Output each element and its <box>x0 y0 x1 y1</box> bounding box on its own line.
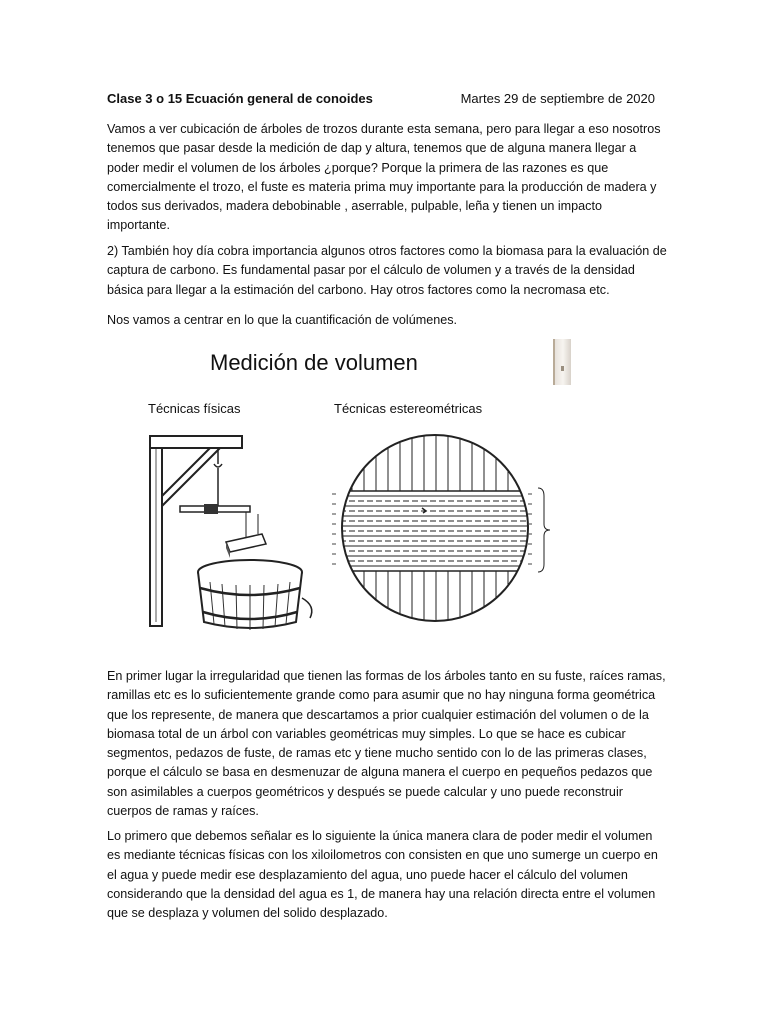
stereometric-techniques-label: Técnicas estereométricas <box>334 401 483 416</box>
physical-techniques-label: Técnicas físicas <box>148 401 241 416</box>
stereometric-circle-diagram <box>120 336 620 646</box>
paragraph-intro: Vamos a ver cubicación de árboles de trozos durante esta semana, pero para llegar a eso nosotros tenemos que pasar desde la medición de dap y altura, tenemos que de alguna manera llegar a poder medir el volumen de los árboles ¿porque? Porque la primera de las razones es que comercialmente el trozo, el fuste es materia prima muy importante para la producción de madera y todos sus derivados, madera debobinable , aserrable, pulpable, leña y tienen un impacto importante. <box>107 122 661 233</box>
paragraph-irregularity: En primer lugar la irregularidad que tienen las formas de los árboles tanto en su fuste, raíces ramas, ramillas etc es lo suficientemente grande como para asumir que no hay ninguna forma geométrica que los represente, de manera que descartamos a prior cualquier estimación del volumen o de la biomasa total de un árbol con variables geométricas muy simples. Lo que se hace es cubicar segmentos, pedazos de fuste, de ramas etc y tiene mucho sentido con lo de las primeras clases, porque el cálculo se basa en desmenuzar de alguna manera el cuerpo en pequeños pedazos que son asimilables a cuerpos geométricos y después se puede calcular y uno puede reconstruir cuerpos de ramas y raíces. <box>107 669 666 819</box>
paragraph-focus: Nos vamos a centrar en lo que la cuantificación de volúmenes. <box>107 313 458 327</box>
document-date: Martes 29 de septiembre de 2020 <box>460 91 655 106</box>
paragraph-biomass: 2) También hoy día cobra importancia algunos otros factores como la biomasa para la evaluación de captura de carbono. Es fundamental pasar por el cálculo de volumen y a través de la densidad básica para llegar a la estimación del carbono. Hay otros factores como la necromasa etc. <box>107 244 667 297</box>
document-title: Clase 3 o 15 Ecuación general de conoides <box>107 91 373 106</box>
figure-title: Medición de volumen <box>210 350 418 375</box>
paragraph-xylometer: Lo primero que debemos señalar es lo siguiente la única manera clara de poder medir el volumen es mediante técnicas físicas con los xiloilometros con consisten en que uno sumerge un cuerpo en el agua y puede medir ese desplazamiento del agua, uno puede hacer el cálculo del volumen considerando que la densidad del agua es 1, de manera hay una relación directa entre el volumen que se desplaza y volumen del solido desplazado. <box>107 829 658 921</box>
volume-measurement-figure <box>120 336 620 646</box>
document-header <box>107 91 655 111</box>
